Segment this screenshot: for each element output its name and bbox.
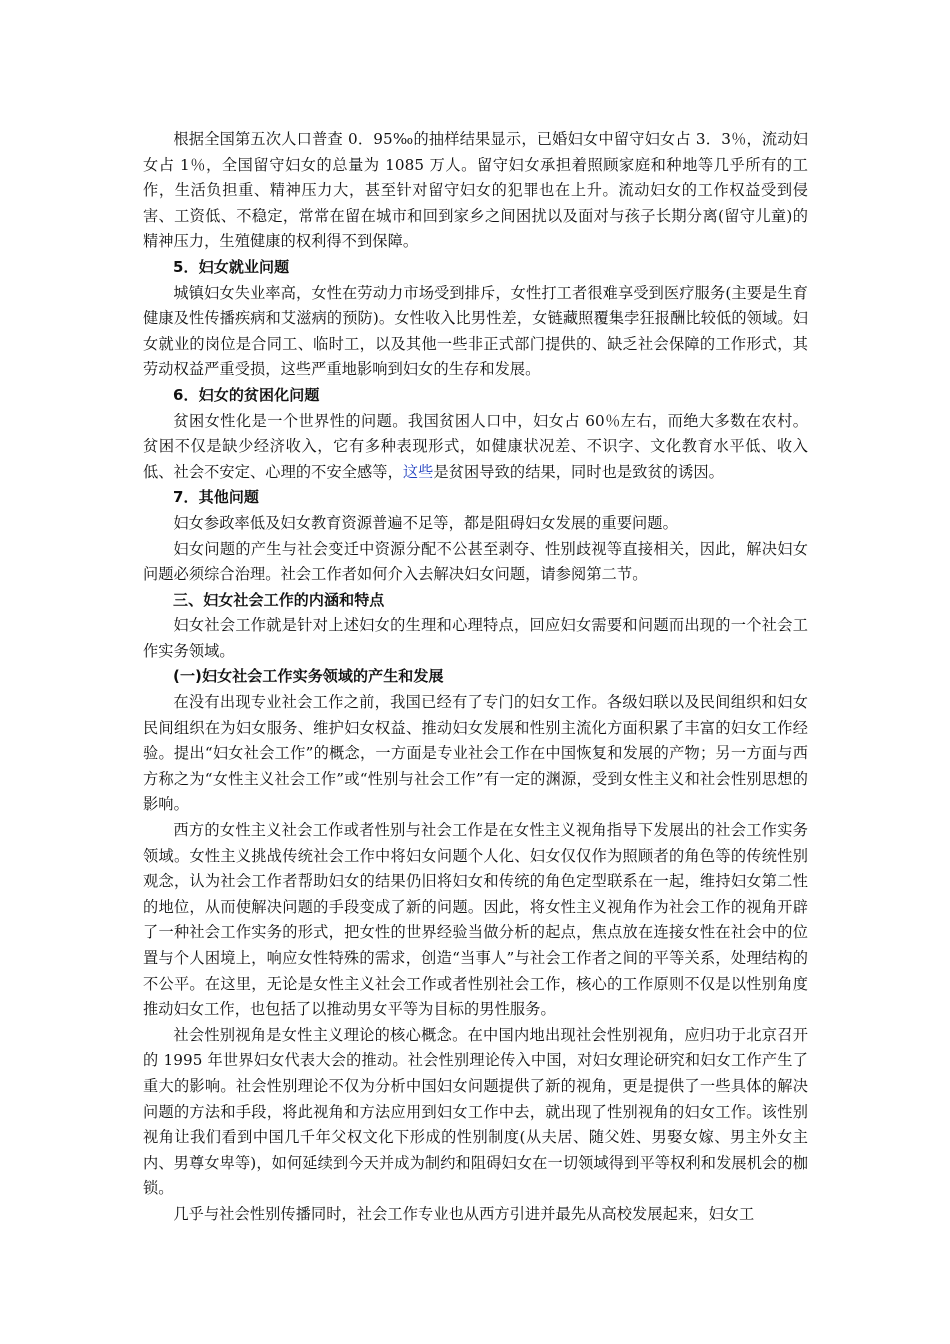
poverty-text-after-link: 是贫困导致的结果，同时也是致贫的诱因。 xyxy=(433,462,724,481)
paragraph-other-issues: 妇女参政率低及妇女教育资源普遍不足等，都是阻碍妇女发展的重要问题。 xyxy=(173,513,678,532)
poverty-text-before-link: 贫困女性化是一个世界性的问题。我国贫困人口中，妇女占 60％左右，而绝大多数在农村。贫困不仅是缺少经济收入，它有多种表现形式，如健康状况差、不识字、文化教育水平低、收入低、社会不安定、心理的不安全感等， xyxy=(143,411,808,481)
heading-women-poverty: 6．妇女的贫困化问题 xyxy=(173,385,320,404)
heading-section-three: 三、妇女社会工作的内涵和特点 xyxy=(173,590,385,609)
paragraph-definition: 妇女社会工作就是针对上述妇女的生理和心理特点，回应妇女需要和问题而出现的一个社会工作实务领域。 xyxy=(143,616,808,660)
paragraph-social-work-introduction: 几乎与社会性别传播同时，社会工作专业也从西方引进并最先从高校发展起来，妇女工 xyxy=(173,1204,755,1223)
paragraph-left-behind-women: 根据全国第五次人口普查 0．95‰的抽样结果显示，已婚妇女中留守妇女占 3．3％，流动妇女占 1％，全国留守妇女的总量为 1085 万人。留守妇女承担着照顾家庭和种地等几乎所有的工作，生活负担重、精神压力大，甚至针对留守妇女的犯罪也在上升。流动妇女的工作权益受到侵害、工资低、不稳定，常常在留在城市和回到家乡之间困扰以及面对与孩子长期分离(留守儿童)的精神压力，生殖健康的权利得不到保障。 xyxy=(143,130,808,251)
paragraph-gender-perspective: 社会性别视角是女性主义理论的核心概念。在中国内地出现社会性别视角，应归功于北京召开的 1995 年世界妇女代表大会的推动。社会性别理论传入中国，对妇女理论研究和妇女工作产生了重大的影响。社会性别理论不仅为分析中国妇女问题提供了新的视角，更是提供了一些具体的解决问题的方法和手段，将此视角和方法应用到妇女工作中去，就出现了性别视角的妇女工作。该性别视角让我们看到中国几千年父权文化下形成的性别制度(从夫居、随父姓、男娶女嫁、男主外女主内、男尊女卑等)，如何延续到今天并成为制约和阻碍妇女在一切领域得到平等权利和发展机会的枷锁。 xyxy=(143,1025,808,1198)
paragraph-women-employment: 城镇妇女失业率高，女性在劳动力市场受到排斥，女性打工者很难享受到医疗服务(主要是生育健康及性传播疾病和艾滋病的预防)。女性收入比男性差，女链藏照覆集孛狂报酬比较低的领域。妇女就业的岗位是合同工、临时工，以及其他一些非正式部门提供的、缺乏社会保障的工作形式，其劳动权益严重受损，这些严重地影响到妇女的生存和发展。 xyxy=(143,283,808,379)
heading-women-employment: 5．妇女就业问题 xyxy=(173,257,290,276)
heading-other-issues: 7．其他问题 xyxy=(173,488,260,507)
poverty-inline-link[interactable]: 这些 xyxy=(402,462,434,481)
document-page xyxy=(143,127,808,1228)
heading-subsection-one: (一)妇女社会工作实务领域的产生和发展 xyxy=(173,667,444,686)
paragraph-women-poverty xyxy=(143,409,808,486)
paragraph-origins: 在没有出现专业社会工作之前，我国已经有了专门的妇女工作。各级妇联以及民间组织和妇女民间组织在为妇女服务、维护妇女权益、推动妇女发展和性别主流化方面积累了丰富的妇女工作经验。提出“妇女社会工作”的概念，一方面是专业社会工作在中国恢复和发展的产物；另一方面与西方称之为“女性主义社会工作”或“性别与社会工作”有一定的渊源，受到女性主义和社会性别思想的影响。 xyxy=(143,693,808,814)
paragraph-comprehensive-governance: 妇女问题的产生与社会变迁中资源分配不公甚至剥夺、性别歧视等直接相关，因此，解决妇女问题必须综合治理。社会工作者如何介入去解决妇女问题，请参阅第二节。 xyxy=(143,539,808,584)
paragraph-feminist-social-work: 西方的女性主义社会工作或者性别与社会工作是在女性主义视角指导下发展出的社会工作实务领域。女性主义挑战传统社会工作中将妇女问题个人化、妇女仅仅作为照顾者的角色等的传统性别观念，认为社会工作者帮助妇女的结果仍旧将妇女和传统的角色定型联系在一起，维持妇女第二性的地位，从而使解决问题的手段变成了新的问题。因此，将女性主义视角作为社会工作的视角开辟了一种社会工作实务的形式，把女性的世界经验当做分析的起点，焦点放在连接女性在社会中的位置与个人困境上，响应女性特殊的需求，创造“当事人”与社会工作者之间的平等关系，处理结构的不公平。在这里，无论是女性主义社会工作或者性别社会工作，核心的工作原则不仅是以性别角度推动妇女工作，也包括了以推动男女平等为目标的男性服务。 xyxy=(143,821,808,1019)
